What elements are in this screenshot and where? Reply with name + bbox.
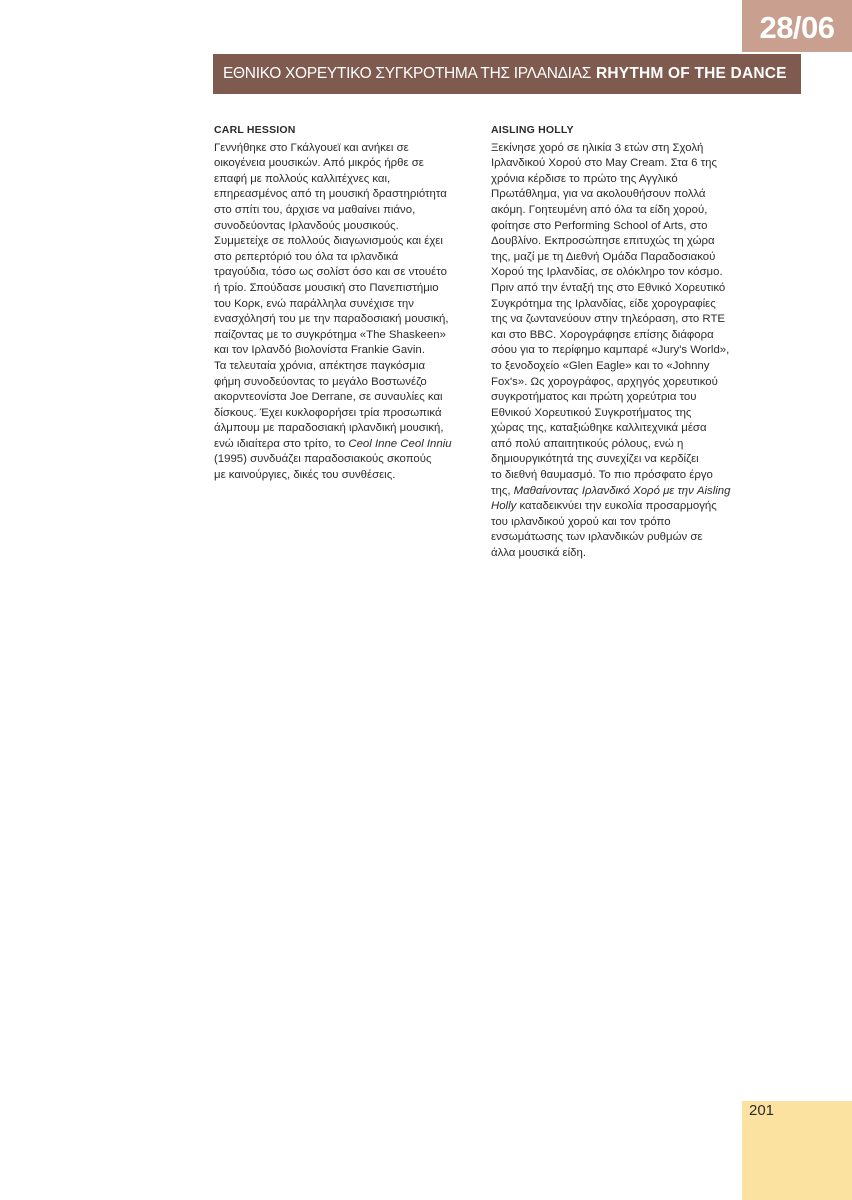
bio-line: επηρεασμένος από τη μουσική δραστηριότητα (214, 188, 447, 201)
bio-line (491, 499, 753, 515)
bio-line: ενασχόλησή του με την παραδοσιακή μουσική, (214, 313, 449, 326)
bio-line: ενσωμάτωσης των ιρλανδικών ρυθμών σε (491, 531, 703, 544)
bio-line: Ξεκίνησε χορό σε ηλικία 3 ετών στη Σχολή (491, 141, 704, 154)
bio-line: δημιουργικότητά της συνεχίζει να κερδίζει (491, 453, 699, 466)
bio-line: επαφή με πολλούς καλλιτέχνες και, (214, 172, 391, 185)
bio-text: ενώ ιδιαίτερα στο τρίτο, το (214, 437, 349, 450)
bio-line: συνοδεύοντας Ιρλανδούς μουσικούς. (214, 219, 399, 232)
bio-line (491, 484, 753, 500)
bio-line: Γεννήθηκε στο Γκάλγουεϊ και ανήκει σε (214, 141, 409, 154)
bio-line: σόου για το περίφημο καμπαρέ «Jury's World», (491, 344, 730, 357)
artist-name-heading: AISLING HOLLY (491, 124, 574, 136)
event-title-bar (213, 54, 801, 94)
bio-line: και τον Ιρλανδό βιολονίστα Frankie Gavin. (214, 344, 425, 357)
page-number-box (742, 1101, 852, 1200)
bio-line: Δουβλίνο. Εκπροσώπησε επιτυχώς τη χώρα (491, 235, 715, 248)
bio-line: το διεθνή θαυμασμό. Το πιο πρόσφατο έργο (491, 469, 713, 482)
event-date: 28/06 (759, 10, 835, 45)
bio-line: Χορού της Ιρλανδίας, σε ολόκληρο τον κόσμο. (491, 266, 723, 279)
bio-line: με καινούργιες, δικές του συνθέσεις. (214, 469, 396, 482)
bio-line: ακορντεονίστα Joe Derrane, σε συναυλίες και (214, 391, 443, 404)
bio-line: Fox's». Ως χορογράφος, αρχηγός χορευτικού (491, 375, 718, 388)
bio-line: συγκροτήματος και πρώτη χορεύτρια του (491, 391, 697, 404)
bio-line: από πολύ απαιτητικούς ρόλους, ενώ η (491, 437, 684, 450)
album-title: Ceol Inne Ceol Inniu (348, 437, 452, 450)
bio-line: φοίτησε στο Performing School of Arts, στο (491, 219, 708, 232)
bio-text: καταδεικνύει την ευκολία προσαρμογής (516, 500, 717, 513)
artist-name-heading: CARL HESSION (214, 124, 296, 136)
bio-line: χώρας της, καταξιώθηκε καλλιτεχνικά μέσα (491, 422, 707, 435)
bio-line: το ξενοδοχείο «Glen Eagle» και το «Johnny (491, 359, 710, 372)
bio-line: και στο BBC. Χορογράφησε επίσης διάφορα (491, 328, 714, 341)
date-tab (742, 0, 852, 52)
bio-line: παίζοντας με το συγκρότημα «The Shaskeen» (214, 328, 446, 341)
biography-aisling-holly (491, 123, 753, 562)
bio-line: Πριν από την ένταξή της στο Εθνικό Χορευτικό (491, 281, 726, 294)
event-title-greek: ΕΘΝΙΚΟ ΧΟΡΕΥΤΙΚΟ ΣΥΓΚΡΟΤΗΜΑ ΤΗΣ ΙΡΛΑΝΔΙΑΣ (223, 65, 592, 82)
artist-biography-text (491, 141, 753, 562)
bio-line: Συγκρότημα της Ιρλανδίας, είδε χορογραφίες (491, 297, 716, 310)
bio-line (214, 437, 476, 453)
bio-line: στο ρεπερτόριό του όλα τα ιρλανδικά (214, 250, 399, 263)
bio-line: ακόμη. Γοητευμένη από όλα τα είδη χορού, (491, 203, 708, 216)
bio-line: Ιρλανδικού Χορού στο May Cream. Στα 6 της (491, 157, 717, 170)
bio-line: της να ζωντανεύουν στην τηλεόραση, στο RTE (491, 313, 726, 326)
work-title: Holly (491, 500, 517, 513)
bio-line: Τα τελευταία χρόνια, απέκτησε παγκόσμια (214, 359, 426, 372)
work-title: Μαθαίνοντας Ιρλανδικό Χορό με την Aisling (513, 484, 731, 497)
bio-line: Πρωτάθλημα, για να ακολουθήσουν πολλά (491, 188, 706, 201)
biography-carl-hession (214, 123, 476, 484)
bio-line: Εθνικού Χορευτικού Συγκροτήματος της (491, 406, 692, 419)
bio-line: χρόνια κέρδισε το πρώτο της Αγγλικό (491, 172, 678, 185)
bio-line: άλλα μουσικά είδη. (491, 547, 586, 560)
bio-line: Συμμετείχε σε πολλούς διαγωνισμούς και έχει (214, 235, 443, 248)
event-title-english: RHYTHM OF THE DANCE (596, 65, 787, 82)
page-number: 201 (749, 1102, 775, 1119)
bio-text: της, (491, 484, 514, 497)
bio-line: του ιρλανδικού χορού και τον τρόπο (491, 515, 671, 528)
bio-line: του Κορκ, ενώ παράλληλα συνέχισε την (214, 297, 414, 310)
bio-line: άλμπουμ με παραδοσιακή ιρλανδική μουσική, (214, 422, 444, 435)
bio-line: ή τρίο. Σπούδασε μουσική στο Πανεπιστήμιο (214, 281, 439, 294)
bio-line: φήμη συνοδεύοντας το μεγάλο Βοστωνέζο (214, 375, 427, 388)
artist-biography-text (214, 141, 476, 484)
bio-line: τραγούδια, τόσο ως σολίστ όσο και σε ντουέτο (214, 266, 447, 279)
bio-line: της, μαζί με τη Διεθνή Ομάδα Παραδοσιακού (491, 250, 716, 263)
bio-line: (1995) συνδυάζει παραδοσιακούς σκοπούς (214, 453, 432, 466)
bio-line: στο σπίτι του, άρχισε να μαθαίνει πιάνο, (214, 203, 416, 216)
bio-line: οικογένεια μουσικών. Από μικρός ήρθε σε (214, 157, 424, 170)
bio-line: δίσκους. Έχει κυκλοφορήσει τρία προσωπικά (214, 406, 442, 419)
